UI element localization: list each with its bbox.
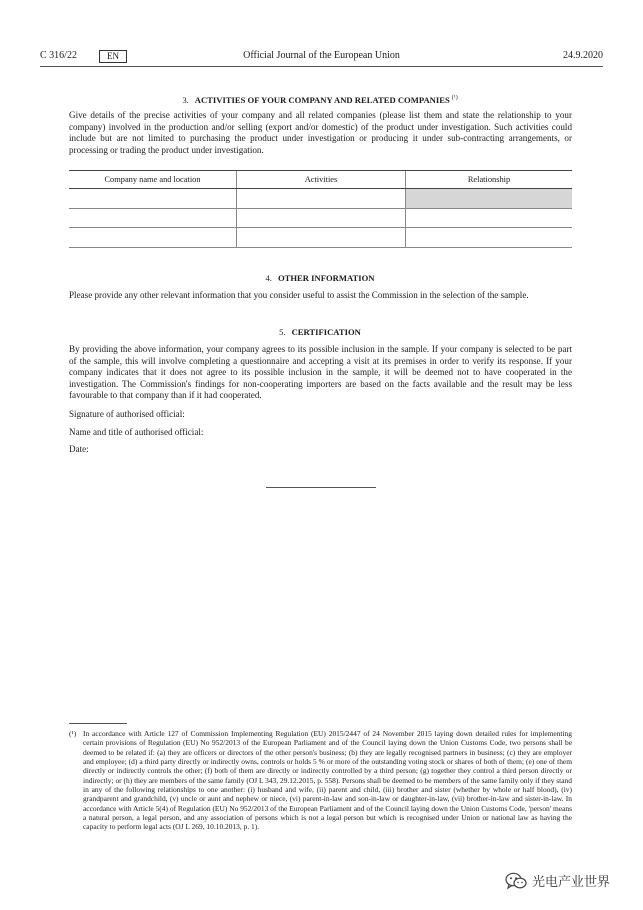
- page-header: [40, 49, 603, 65]
- section-4-heading: [68, 273, 572, 284]
- section-3-text: Give details of the precise activities of your company and all related companies (please list them and state the relationship to your company) involved in the production and/or selling (export and/or domestic) of the product under investigation. Such activities could include but are not limited to purchasing the product under investigation or producing it under sub-contracting arrangements, or processing or trading the product under investigation.: [69, 110, 572, 155]
- watermark-text: 光电产业世界: [532, 875, 611, 890]
- table-cell-shaded: [406, 189, 573, 209]
- footnote-divider: [69, 723, 127, 724]
- date-label: Date:: [69, 444, 89, 454]
- table-cell: [237, 228, 406, 248]
- section-4-number: 4.: [265, 273, 272, 283]
- column-header-relationship: Relationship: [406, 171, 573, 189]
- section-3-heading: [68, 93, 572, 106]
- table-row: [69, 228, 572, 248]
- footnote-mark: (¹): [69, 729, 77, 738]
- section-4-text: Please provide any other relevant information that you consider useful to assist the Commission in the selection of the sample.: [69, 290, 529, 300]
- table-cell: [237, 189, 406, 209]
- table-cell: [69, 189, 237, 209]
- section-5-heading: [68, 327, 572, 338]
- table-header-row: [69, 171, 572, 189]
- wechat-icon: [505, 872, 527, 890]
- table-cell: [406, 208, 573, 228]
- table-cell: [69, 208, 237, 228]
- table-row: [69, 189, 572, 209]
- publication-date: 24.9.2020: [563, 50, 603, 61]
- footnote-text: In accordance with Article 127 of Commission Implementing Regulation (EU) 2015/2447 of 24 November 2015 laying down detailed rules for implementing certain provisions of Regulation (EU) No 952/2013 of the European Parliament and of the Council laying down the Union Customs Code, two persons shall be deemed to be related if: (a) they are officers or directors of the other person's business; (b) they are legally recognised partners in business; (c) they are employer and employee; (d) a third party directly or indirectly owns, controls or holds 5 % or more of the outstanding voting stock or shares of both of them; (e) one of them directly or indirectly controls the other; (f) both of them are directly or indirectly controlled by a third person; (g) together they control a third person directly or indirectly; or (h) they are members of the same family (OJ L 343, 29.12.2015, p. 558). Persons shall be deemed to be members of the same family only if they stand in any of the following relationships to one another: (i) husband and wife, (ii) parent and child, (iii) brother and sister (whether by whole or half blood), (iv) grandparent and grandchild, (v) uncle or aunt and nephew or niece, (vi) parent-in-law and son-in-law or daughter-in-law, (vii) brother-in-law and sister-in-law. In accordance with Article 5(4) of Regulation (EU) No 952/2013 of the European Parliament and of the Council laying down the Union Customs Code, 'person' means a natural person, a legal person, and any association of persons which is not a legal person but which is recognised under Union or national law as having the capacity to perform legal acts (OJ L 269, 10.10.2013, p. 1).: [83, 729, 572, 832]
- header-divider: [40, 66, 603, 67]
- table-cell: [237, 208, 406, 228]
- signature-label: Signature of authorised official:: [69, 409, 185, 419]
- section-3-number: 3.: [182, 94, 189, 105]
- footnote: [69, 729, 572, 832]
- section-5-number: 5.: [279, 327, 286, 337]
- end-of-document-rule: [266, 487, 376, 488]
- table-cell: [406, 228, 573, 248]
- journal-title: Official Journal of the European Union: [243, 50, 400, 61]
- table-cell: [69, 228, 237, 248]
- section-3-title: ACTIVITIES OF YOUR COMPANY AND RELATED COMPANIES: [194, 94, 450, 105]
- related-companies-table: [69, 170, 572, 248]
- section-4-title: OTHER INFORMATION: [277, 273, 375, 283]
- language-badge: EN: [99, 50, 127, 63]
- watermark: [505, 871, 610, 890]
- table-row: [69, 208, 572, 228]
- footnote-reference: (¹): [451, 95, 458, 101]
- column-header-activities: Activities: [237, 171, 406, 189]
- name-title-label: Name and title of authorised official:: [69, 427, 204, 437]
- issue-number: C 316/22: [40, 50, 77, 61]
- section-5-title: CERTIFICATION: [291, 327, 361, 337]
- column-header-company: Company name and location: [69, 171, 237, 189]
- section-5-text: By providing the above information, your company agrees to its possible inclusion in the sample. If your company is selected to be part of the sample, this will involve completing a questionnaire and accepting a visit at its premises in order to verify its response. If your company indicates that it does not agree to its possible inclusion in the sample, it will be deemed not to have cooperated in the investigation. The Commission's findings for non-cooperating importers are based on the facts available and the result may be less favourable to that company than if it had cooperated.: [69, 344, 572, 401]
